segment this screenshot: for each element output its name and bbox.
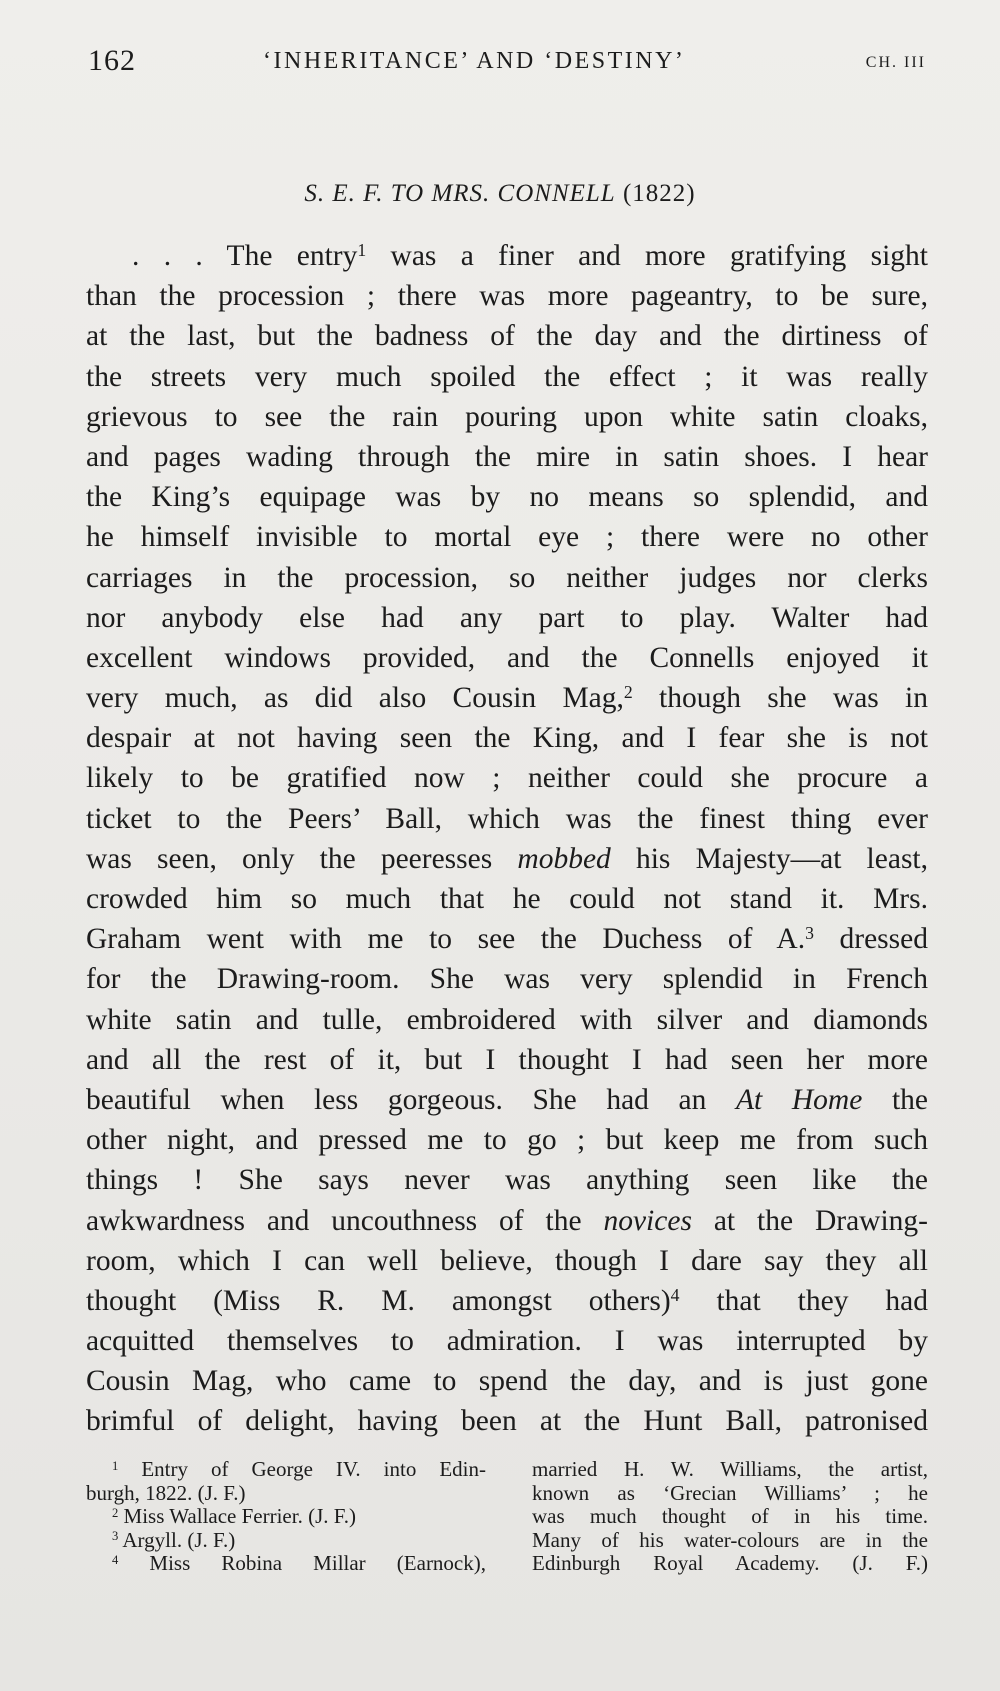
body-line: things ! She says never was anything seen like the: [86, 1164, 928, 1197]
body-line: other night, and pressed me to go ; but keep me from such: [86, 1124, 928, 1157]
running-head: [88, 44, 926, 84]
italic-word: novices: [603, 1204, 692, 1237]
body-line: grievous to see the rain pouring upon white satin cloaks,: [86, 400, 928, 433]
body-line: nor anybody else had any part to play. Walter had: [86, 601, 928, 634]
footnote-number: 2: [112, 1505, 119, 1520]
body-line: likely to be gratified now ; neither could she procure a: [86, 762, 928, 795]
body-line: ticket to the Peers’ Ball, which was the finest thing ever: [86, 802, 928, 835]
footnote-number: 3: [112, 1529, 119, 1544]
footnote-line: Edinburgh Royal Academy. (J. F.): [532, 1551, 928, 1575]
body-line: beautiful when less gorgeous. She had an At Home the: [86, 1083, 928, 1116]
footnote-line: $^3$ Argyll. (J. F.): [112, 1527, 236, 1552]
body-line: . . . The entry$^1$ was a finer and more gratifying sight: [132, 240, 928, 272]
footnote-marker: 4: [670, 1285, 680, 1306]
footnotes-right-column: [532, 1458, 928, 1576]
body-line: than the procession ; there was more pageantry, to be sure,: [86, 280, 928, 313]
body-line: white satin and tulle, embroidered with silver and diamonds: [86, 1003, 928, 1036]
letter-body: [86, 236, 928, 1442]
body-line: at the last, but the badness of the day and the dirtiness of: [86, 320, 928, 353]
chapter-reference: CH. III: [865, 54, 926, 71]
footnotes-left-column: [86, 1458, 486, 1576]
body-line: crowded him so much that he could not stand it. Mrs.: [86, 883, 928, 915]
footnote-number: 4: [112, 1552, 119, 1567]
letter-heading: [0, 180, 1000, 208]
body-line: the streets very much spoiled the effect ; it was really: [86, 360, 928, 393]
footnote-number: 1: [112, 1458, 119, 1473]
footnote-line: $^1$ Entry of George IV. into Edin-: [112, 1457, 486, 1481]
footnote-marker: 1: [357, 240, 367, 261]
running-title: ‘INHERITANCE’ AND ‘DESTINY’: [263, 48, 686, 74]
body-line: for the Drawing-room. She was very splendid in French: [86, 963, 928, 996]
body-line: thought (Miss R. M. amongst others)$^4$ that they had: [86, 1284, 928, 1317]
body-line: was seen, only the peeresses mobbed his Majesty—at least,: [86, 842, 928, 875]
italic-word: mobbed: [517, 842, 611, 875]
footnote-line: known as ‘Grecian Williams’ ; he: [532, 1480, 928, 1505]
footnote-marker: 3: [805, 923, 814, 944]
body-line: carriages in the procession, so neither judges nor clerks: [86, 561, 928, 594]
body-line: and pages wading through the mire in satin shoes. I hear: [86, 440, 928, 473]
footnote-line: $^4$ Miss Robina Millar (Earnock),: [112, 1551, 486, 1575]
body-line: he himself invisible to mortal eye ; there were no other: [86, 521, 928, 554]
body-line: despair at not having seen the King, and I fear she is not: [86, 722, 928, 755]
body-line: awkwardness and uncouthness of the novices at the Drawing-: [86, 1204, 929, 1237]
footnote-line: was much thought of in his time.: [532, 1504, 928, 1528]
body-line: Cousin Mag, who came to spend the day, and is just gone: [86, 1365, 928, 1398]
body-line: and all the rest of it, but I thought I had seen her more: [86, 1043, 928, 1076]
footnote-line: Many of his water-colours are in the: [532, 1527, 928, 1552]
body-line: very much, as did also Cousin Mag,$^2$ though she was in: [86, 682, 929, 715]
letter-correspondents: S. E. F. TO MRS. CONNELL: [304, 180, 616, 207]
footnote-line: $^2$ Miss Wallace Ferrier. (J. F.): [112, 1504, 356, 1528]
body-line: Graham went with me to see the Duchess of A.$^3$ dressed: [86, 923, 928, 956]
footnote-marker: 2: [623, 682, 633, 703]
body-line: acquitted themselves to admiration. I was interrupted by: [86, 1325, 928, 1358]
body-line: the King’s equipage was by no means so splendid, and: [86, 481, 928, 514]
letter-year: (1822): [622, 180, 696, 207]
page-number: 162: [88, 44, 136, 77]
body-line: brimful of delight, having been at the Hunt Ball, patronised: [86, 1405, 928, 1438]
body-line: excellent windows provided, and the Connells enjoyed it: [86, 641, 928, 674]
body-line: room, which I can well believe, though I dare say they all: [86, 1244, 928, 1277]
italic-word: At Home: [736, 1083, 863, 1116]
footnote-line: burgh, 1822. (J. F.): [86, 1480, 246, 1505]
footnote-line: married H. W. Williams, the artist,: [532, 1457, 928, 1481]
